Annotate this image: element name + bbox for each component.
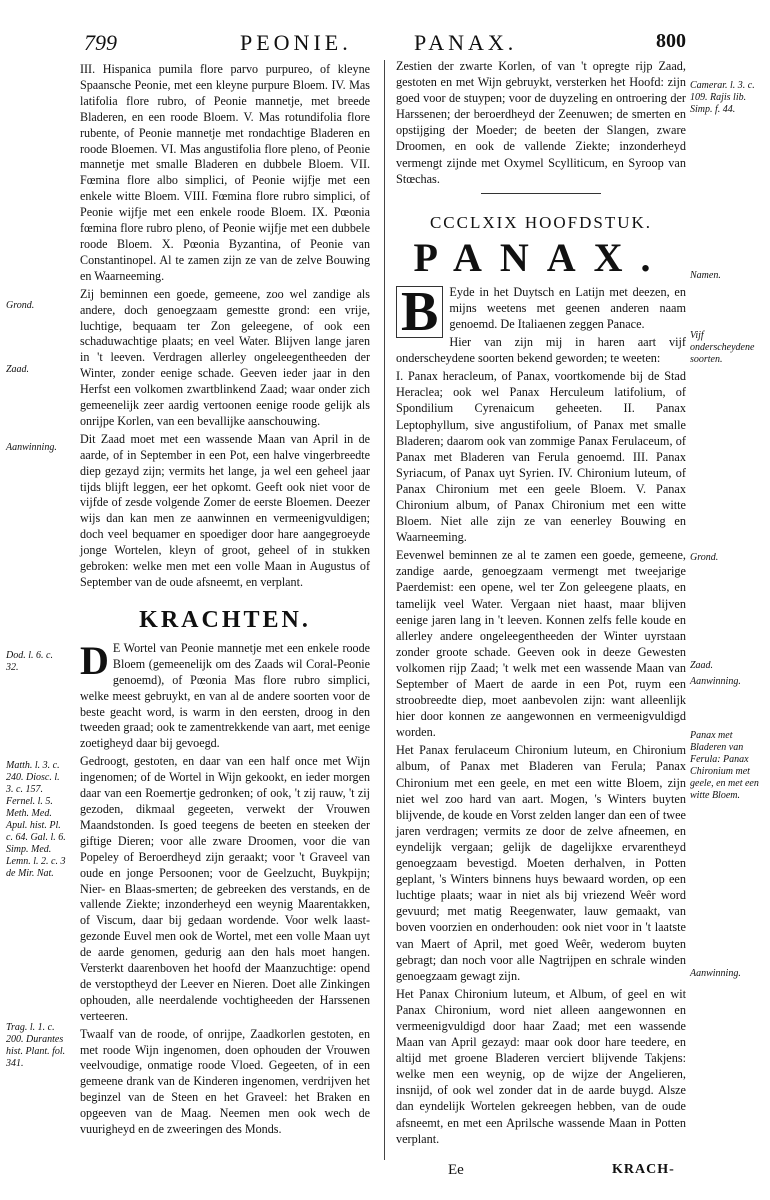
paragraph-panax-varieties: I. Panax heracleum, of Panax, voortkomende bij de Stad Heraclea; ook wel Panax Herculeum latifolium, of Spondilium Cyrenaicum geheeten. II. Panax Leptophyllum, sive angustifolium, of Panax met smalle Bladeren; daarom ook van zommige Panax Ferulaceum, of Panax met Bladeren van Ferula genoemd. III. Panax Syriacum, of Panax uyt Syrien. IV. Chironium luteum, of Panax Chironium met een geele Bloem. V. Panax Chironium album, of Panax Chironium met een witte Bloem. Niet alle zijn ze van eenerley Bouwing en Waarneeming. bbox=[396, 369, 686, 545]
page-header bbox=[0, 26, 770, 60]
column-divider bbox=[384, 60, 385, 1160]
running-head-right: PANAX. bbox=[414, 30, 518, 55]
margin-note-aanwinning-right: Aanwinning. bbox=[690, 676, 741, 687]
catchword: KRACH- bbox=[612, 1162, 675, 1177]
chapter-title-panax: PANAX. bbox=[413, 234, 669, 280]
drop-cap-b: B bbox=[396, 286, 443, 338]
margin-note-aanwinning-2: Aanwinning. bbox=[690, 968, 741, 979]
paragraph-panax-grond: Eevenwel beminnen ze al te zamen een goede, gemeene, zandige aarde, genoegzaam vermengt met tweejarige Paerdemist: een opene, wel ter Zon geleegene plaats, en tamelijk veel Water. Vergaan niet haast, maar blijven eenige jaren lang in 't leeven. Konnen zelfs felle koude en allerley andere ongeleegentheeden der Winter uyrstaan zonder groote schade. Geeven ook in deeze Gewesten volkomen rijp Zaad; 't welk met een wassende Maan van September of Maert de aarde in een Pot, ruym een stroobreedte diep, moet aanbevolen zijn: want alleenlijk hier door konnen ze aangewonnen en vermeenigvuldigd worden. bbox=[396, 548, 686, 740]
page-number-right: 800 bbox=[656, 30, 686, 52]
margin-note-zaad-right: Zaad. bbox=[690, 660, 714, 671]
page-number-left: 799 bbox=[84, 30, 117, 55]
paragraph-panax-names bbox=[396, 280, 686, 343]
section-rule bbox=[481, 193, 601, 194]
chapter-heading: CCCLXIX HOOFDSTUK. bbox=[429, 212, 653, 232]
paragraph-zaad: Dit Zaad moet met een wassende Maan van April in de aarde, of in September in een Pot, een halve vingerbreedte diep gezayd zijn; vermits het lange, ja wel een geheel jaar tijds blijft leggen, eer het opkomt. Geeft ook niet voor de vijfde of zesde volgende Zomer de eerste Bloemen. Deezer wijs dan kan men ze aanwinnen en vermeenigvuldigen; doch veel bequamer en spoediger door hare aangegroeyde jonge Wortelen, kleyn of groot, geheel of in stukken gebroken: welke men met een volle Maan in Augustus of September van de oude afsneemt, en verplant. bbox=[80, 431, 370, 589]
running-head-left: PEONIE. bbox=[240, 30, 352, 55]
paragraph-peonie-varieties: III. Hispanica pumila flore parvo purpureo, of kleyne Spaansche Peonie, met een kleyne purpure Bloem. IV. Mas latifolia flore rubro, of Peonie mannetje, met breede Bladeren, en een roode Bloem. V. Mas rotundifolia flore rubente, of Peonie mannetje met rondachtige Bladeren en roode Bloemen. VI. Mas angustifolia flore pleno, of Peonie mannetje met smalle Bladeren en dubbele Bloem. VII. Fœmina flore albo simplici, of Peonie wijfje met een enkele witte Bloem. VIII. Fœmina flore rubro simplici, of Peonie wijfje met een enkele roode Bloem. IX. Pœonia fœmina flore rubro pleno, of Peonie wijfje met een dubbele roode Bloem. X. Pœonia Byzantina, of Peonie van Constantinopel. Al te zamen zijn ze van de zelve Bouwing en Waarneeming. bbox=[80, 62, 370, 283]
drop-cap-d: D bbox=[80, 637, 109, 683]
right-column bbox=[396, 58, 686, 1149]
margin-note-panax-ferula: Panax met Bladeren van Ferula: Panax Chironium met geele, en met een witte Bloem. bbox=[690, 730, 759, 801]
paragraph-grond: Zij beminnen een goede, gemeene, zoo wel zandige als andere, doch genoegzaam gemestte grond: een vrije, luchtige, bequaam ter Zon geleegene, of ook een schaduwachtige plaats; en veel Water. Blijven lange jaren in 't leeven. Verdragen allerley ongeleegentheeden der Winter, zonder eenige schade. Geeven ieder jaar in den Herfst een volkomen zwartblinkend Zaad; waar onder zich gemeenelijk zeer aardig vertoonen eenige roode gelijk als onrijpe Korlen, van een bevallijke aanschouwing. bbox=[80, 286, 370, 428]
margin-note-zaad: Zaad. bbox=[6, 364, 30, 375]
signature-mark: Ee bbox=[448, 1162, 464, 1178]
margin-ref-dodonaeus: Dod. l. 6. c. 32. bbox=[6, 650, 53, 673]
krachten-1-text: E Wortel van Peonie mannetje met een enkele roode Bloem (gemeenelijk om des Zaads wil Coral-Peonie genoemd), of Pœonia Mas flore rubro simplici, welke meest gebruykt, en van al de andere soorten voor de beste geacht word, is warm in den eersten, droog in den tweeden graad; ook te zamentrekkende van aart, met eenige zoetigheyd daar bij gevoegd. bbox=[80, 640, 370, 751]
paragraph-krachten-2: Gedroogt, gestoten, en daar van een half once met Wijn ingenomen; of de Wortel in Wijn gekookt, en ieder morgen daar van een Roemertje gedronken; of ook, 't zij rauw, 't zij gezoden, dikmaal gegeeten, verwekt der Vrouwen Maandstonden. Is goed teegens de beeten en steeken der giftige Dieren; voor alle zware Droomen, voor die van Popeley of Beroerdheyd zijn geraakt; voor 't Graveel van oude en jonge Persoonen; voor de Geelzucht, Buykpijn; Nier- en Blaas-smerten; de gebreeken des verstands, en de vallende Ziekte; inzonderheyd een weynig Maarentakken, of Viscum, daar bij gedaan wordende. Voor welk laast-gezonde Euvel men ook de Wortel, met een volle Maan uyt de aarde genomen, gedurig aan den hals moet hangen. Versterkt daarenboven het hoofd der Maanzuchtige: opend de verstoptheyd der Leever en Nieren. Doet alle Zinkingen ophouden, alle neerdalende vochtigheeden der Harssenen verteeren. bbox=[80, 754, 370, 1023]
margin-note-namen: Namen. bbox=[690, 270, 721, 281]
margin-ref-tragus: Trag. l. 1. c. 200. Durantes hist. Plant. fol. 341. bbox=[6, 1022, 66, 1069]
margin-note-grond-right: Grond. bbox=[690, 552, 719, 563]
paragraph-panax-soorten: Hier van zijn mij in haren aart vijf onderscheydene soorten bekend geworden; te weeten: bbox=[396, 335, 686, 366]
left-column bbox=[80, 62, 370, 1140]
margin-note-aanwinning: Aanwinning. bbox=[6, 442, 57, 453]
margin-note-grond: Grond. bbox=[6, 300, 35, 311]
panax-names-text: Eyde in het Duytsch en Latijn met deezen, en mijns weetens met geenen anderen naam genoemd. De Italiaenen zeggen Panace. bbox=[449, 284, 686, 331]
margin-ref-camerarius: Camerar. l. 3. c. 109. Rajis lib. Simp. f. 44. bbox=[690, 80, 755, 115]
paragraph-panax-ferula: Het Panax ferulaceum Chironium luteum, en Chironium album, of Panax met Bladeren van Ferula; Panax Chironium met een geele, en met een witte Bloem, zijn niet wel zoo hard van aart. Mogen, 's Winters buyten blijvende, de koude en Vorst zelden langer dan een of twee jaren verdragen; vermits ze door de zelve afneemen, en eyndelijk vergaan; gelijk de dagelijkxe ervarentheyd genoegzaam bevestigd. Moeten derhalven, in Potten geplant, 's Winters binnens huys bewaard worden, op een luchtige plaats; waar in niet als bij vriezend Weêr word gevuurd; met matig Reegenwater, lauw gemaakt, van boven voorzien en onderhouden: ook niet voor in 't laatste van Maert of April, met goed Weêr, wederom buyten gebragt; dan noch voor alle Nagtrijpen en schrale winden genoegzaam gewagt zijn. bbox=[396, 743, 686, 983]
paragraph-krachten-1 bbox=[80, 637, 370, 752]
paragraph-panax-chironium: Het Panax Chironium luteum, et Album, of geel en wit Panax Chironium, word niet alleen aangewonnen en vermeenigvuldigd door haar Zaad; met een wassende Maan van April gezayd: maar ook door hare teedere, en altijd met groene Bladeren verciert blijvende Takjens: welke men een weynig, op de wijze der Angelieren, insnijd, of ook wel zonder dat in de aarde buygd. Alsze dan eyndelijk Wortelen gekreegen hebben, van de oude afsneemt, en met een Aprilsche wassende Maan in Potten verplant. bbox=[396, 986, 686, 1146]
section-heading-krachten: KRACHTEN. bbox=[139, 606, 311, 633]
paragraph-peonie-zaad: Zestien der zwarte Korlen, of van 't opregte rijp Zaad, gestoten en met Wijn gebruykt, versterken het Hoofd: zijn goed voor de stuypen; voor de duyzeling en ontroering der Harssenen; der beroerdheyd der Zeenuwen; de smerten en opstijging der Moeder; de beeten der Slangen, zware Droomen, en ook de vallende Ziekte; inzonderheyd vermengt zijnde met Oxymel Scylliticum, en Syroop van Stœchas. bbox=[396, 59, 686, 186]
margin-note-soorten: Vijf onderscheydene soorten. bbox=[690, 330, 755, 365]
margin-ref-authors: Matth. l. 3. c. 240. Diosc. l. 3. c. 157. Fernel. l. 5. Meth. Med. Apul. hist. Pl. c. 64. Gal. l. 6. Simp. Med. Lemn. l. 2. c. 3 de Mir. Nat. bbox=[6, 760, 66, 879]
page-footer bbox=[0, 1162, 770, 1186]
paragraph-krachten-3: Twaalf van de roode, of onrijpe, Zaadkorlen gestoten, en met roode Wijn ingenomen, doen ophouden der Vrouwen veelvoudige, onmatige roode Vloed. Gegeeten, of in een gemeene drank van de Kinderen ingenomen, verdrijven het beginzel van de Steen en het Graveel: het Braken en opgeeven van de Maag. Neemen men ook wech de vuurigheyd en de zweeringen des Monds. bbox=[80, 1026, 370, 1137]
